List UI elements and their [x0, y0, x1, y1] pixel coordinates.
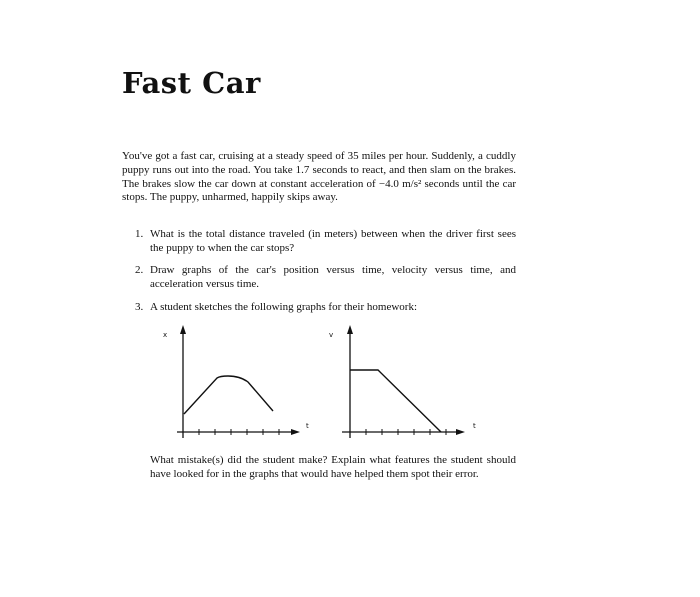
graphs-svg	[140, 320, 500, 445]
page-title: Fast Car	[122, 66, 261, 100]
velocity-graph	[329, 325, 476, 438]
velocity-y-label: v	[329, 331, 334, 339]
question-1	[135, 228, 516, 256]
problem-intro: You've got a fast car, cruising at a steady speed of 35 miles per hour. Suddenly, a cuddly puppy runs out into the road. You take 1.7 seconds to react, and then slam on the brakes. The brakes slow the car down at constant acceleration of −4.0 m/s² seconds until the car stops. The puppy, unharmed, happily skips away.	[122, 150, 516, 204]
velocity-x-label: t	[473, 422, 476, 430]
position-y-arrow	[180, 325, 186, 334]
velocity-y-arrow	[347, 325, 353, 334]
question-text: A student sketches the following graphs for their homework:	[150, 301, 418, 313]
question-text: Draw graphs of the car's position versus time, velocity versus time, and acceleration versus time.	[150, 264, 516, 290]
velocity-x-arrow	[456, 429, 465, 435]
question-2	[135, 264, 516, 292]
question-text: What is the total distance traveled (in meters) between when the driver first sees the puppy to when the car stops?	[150, 228, 516, 254]
question-number: 1.	[135, 228, 144, 240]
question-3	[135, 301, 516, 315]
position-x-label: t	[306, 422, 309, 430]
question-number: 3.	[135, 301, 144, 313]
question-number: 2.	[135, 264, 144, 276]
position-graph	[163, 325, 309, 438]
student-graphs	[140, 320, 500, 445]
position-curve	[184, 376, 273, 414]
followup-question: What mistake(s) did the student make? Explain what features the student should have looked for in the graphs that would have helped them spot their error.	[150, 454, 516, 480]
position-x-arrow	[291, 429, 300, 435]
position-y-label: x	[163, 331, 168, 339]
velocity-curve	[350, 370, 441, 432]
